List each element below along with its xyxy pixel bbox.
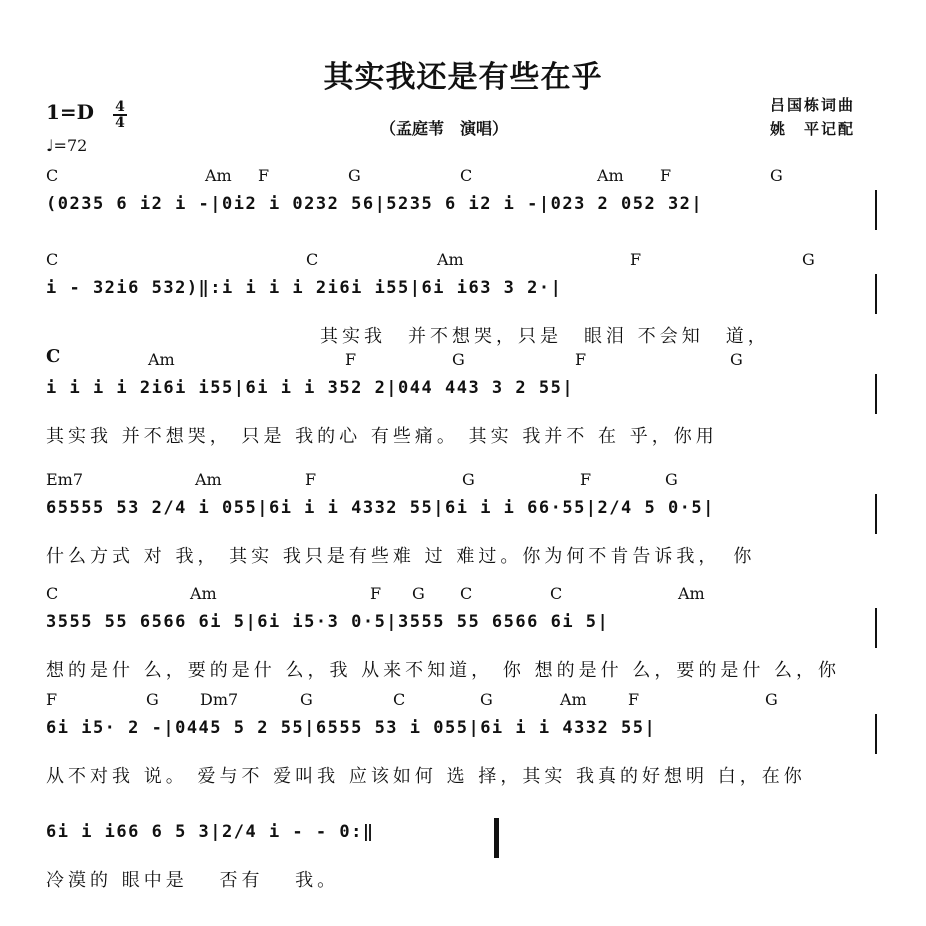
meter-bottom: 4 <box>115 115 125 131</box>
chord: C <box>46 346 61 367</box>
chord: F <box>46 690 58 709</box>
lyric-line: 想的是什 么，要的是什 么，我 从来不知道， 你 想的是什 么，要的是什 么，你 <box>46 660 841 681</box>
lyricist-credit: 吕国栋词曲 <box>770 96 856 114</box>
barline <box>875 494 877 534</box>
chord: G <box>665 470 678 489</box>
chord: C <box>460 584 473 603</box>
song-title: 其实我还是有些在乎 <box>323 60 603 95</box>
chord: F <box>370 584 382 603</box>
chord: Dm7 <box>200 690 239 709</box>
notation-line: i - 32i6 532)‖:i i i i 2i6i i55|6i i63 3 2·| <box>46 278 563 298</box>
chord-line <box>0 470 926 494</box>
chord: F <box>660 166 672 185</box>
chord: F <box>575 350 587 369</box>
chord: Am <box>678 584 705 603</box>
chord: F <box>345 350 357 369</box>
notation-line: 65555 53 2/4 i 055|6i i i 4332 55|6i i i 66·55|2/4 5 0·5| <box>46 498 715 518</box>
chord: C <box>46 166 59 185</box>
chord: G <box>802 250 815 269</box>
chord: G <box>462 470 475 489</box>
notation-line: i i i i 2i6i i55|6i i i 352 2|044 443 3 2 55| <box>46 378 575 398</box>
lyric-line: 其实我 并不想哭，只是 眼泪 不会知 道， <box>320 326 770 347</box>
lyric-line: 从不对我 说。 爱与不 爱叫我 应该如何 选 择，其实 我真的好想明 白，在你 <box>46 766 806 787</box>
notation-line: 6i i5· 2 -|0445 5 2 55|6555 53 i 055|6i i i 4332 55| <box>46 718 657 738</box>
barline <box>875 608 877 648</box>
chord: F <box>628 690 640 709</box>
notation-line: 6i i i66 6 5 3|2/4 i - - 0:‖ <box>46 822 375 842</box>
chord: G <box>765 690 778 709</box>
chord-line <box>0 166 926 190</box>
chord: Am <box>148 350 175 369</box>
lyric-line: 其实我 并不想哭， 只是 我的心 有些痛。 其实 我并不 在 乎，你用 <box>46 426 718 447</box>
meter-top: 4 <box>115 99 125 115</box>
chord-line <box>0 346 926 374</box>
time-signature <box>113 100 127 130</box>
tempo-marking: ♩=72 <box>46 136 88 155</box>
chord: G <box>146 690 159 709</box>
chord: C <box>393 690 406 709</box>
singer-credit: （孟庭苇 演唱） <box>380 119 509 138</box>
chord: Am <box>437 250 464 269</box>
chord: G <box>412 584 425 603</box>
chord: F <box>305 470 317 489</box>
chord: C <box>306 250 319 269</box>
chord: C <box>460 166 473 185</box>
chord: G <box>348 166 361 185</box>
key-signature: 1=D <box>46 100 95 124</box>
chord: C <box>46 584 59 603</box>
chord: Em7 <box>46 470 84 489</box>
barline <box>875 714 877 754</box>
chord: F <box>630 250 642 269</box>
arranger-credit: 姚 平记配 <box>770 120 856 138</box>
chord: C <box>46 250 59 269</box>
chord: Am <box>597 166 624 185</box>
chord-line <box>0 584 926 608</box>
notation-line: 3555 55 6566 6i 5|6i i5·3 0·5|3555 55 6566 6i 5| <box>46 612 610 632</box>
chord-line <box>0 250 926 274</box>
chord: G <box>480 690 493 709</box>
chord: G <box>452 350 465 369</box>
chord: G <box>300 690 313 709</box>
chord: G <box>770 166 783 185</box>
barline <box>875 190 877 230</box>
chord: G <box>730 350 743 369</box>
chord: F <box>258 166 270 185</box>
final-barline <box>494 818 499 858</box>
chord: C <box>550 584 563 603</box>
chord: Am <box>560 690 587 709</box>
lyric-line: 冷漠的 眼中是 否有 我。 <box>46 870 340 891</box>
chord: Am <box>205 166 232 185</box>
chord: Am <box>190 584 217 603</box>
chord: Am <box>195 470 222 489</box>
chord-line <box>0 690 926 714</box>
notation-line: (0235 6 i2 i -|0i2 i 0232 56|5235 6 i2 i -|023 2 052 32| <box>46 194 704 214</box>
barline <box>875 374 877 414</box>
lyric-line: 什么方式 对 我， 其实 我只是有些难 过 难过。你为何不肯告诉我， 你 <box>46 546 756 567</box>
chord: F <box>580 470 592 489</box>
barline <box>875 274 877 314</box>
